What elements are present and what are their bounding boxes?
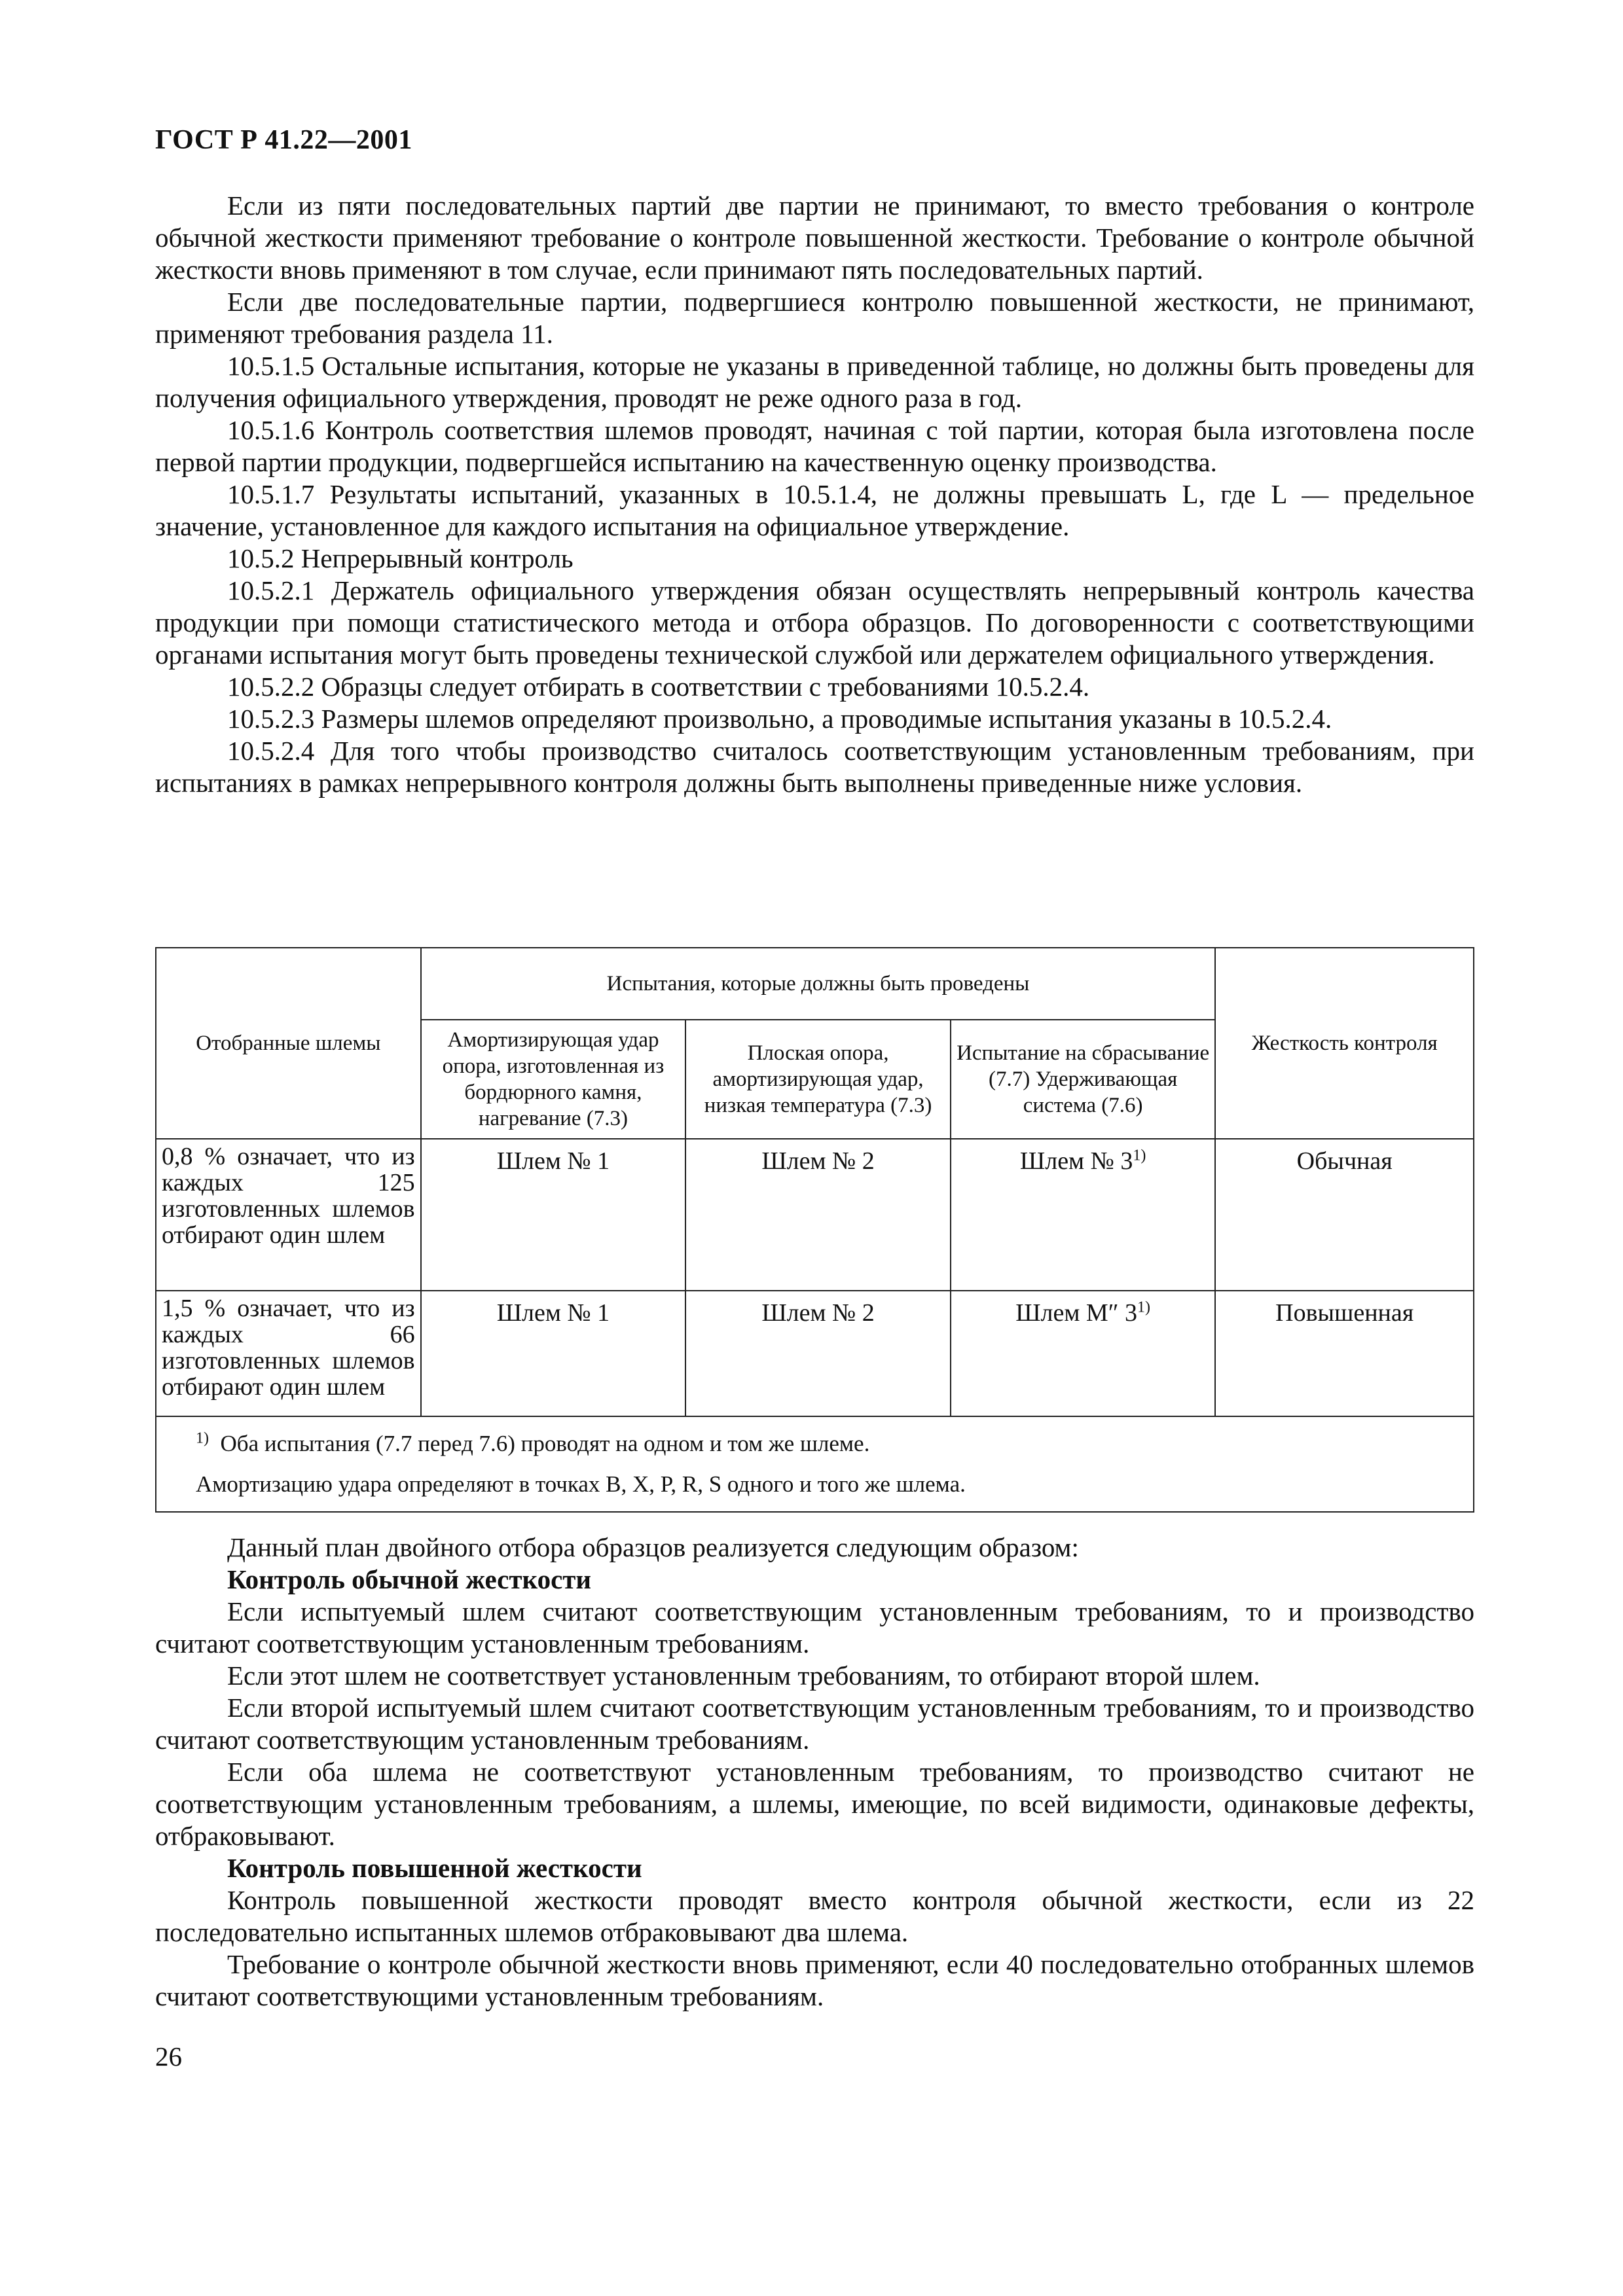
paragraph: Если две последовательные партии, подвергшиеся контролю повышенной жесткости, не принимают, применяют требования раздела 11. <box>155 287 1474 349</box>
paragraph: Требование о контроле обычной жесткости вновь применяют, если 40 последовательно отобранных шлемов считают соответствующими установленным требованиям. <box>155 1949 1474 2011</box>
col-header-test1: Амортизирующая удар опора, изготовленная из бордюрного камня, нагревание (7.3) <box>421 1020 686 1139</box>
test3-cell <box>951 1291 1216 1416</box>
subheading-normal-control: Контроль обычной жесткости <box>227 1564 592 1594</box>
condition-cell: 1,5 % означает, что из каждых 66 изготовленных шлемов отбирают один шлем <box>156 1291 421 1416</box>
paragraph: 10.5.1.6 Контроль соответствия шлемов проводят, начиная с той партии, которая была изготовлена после первой партии продукции, подвергшейся испытанию на качественную оценку производства. <box>155 415 1474 477</box>
col-header-selected: Отобранные шлемы <box>156 948 421 1139</box>
test3-cell <box>951 1139 1216 1291</box>
paragraph: 10.5.2.2 Образцы следует отбирать в соответствии с требованиями 10.5.2.4. <box>227 672 1090 702</box>
footnote-text: Оба испытания (7.7 перед 7.6) проводят на одном и том же шлеме. <box>220 1431 870 1456</box>
paragraph: Контроль повышенной жесткости проводят вместо контроля обычной жесткости, если из 22 последовательно испытанных шлемов отбраковывают два шлема. <box>155 1885 1474 1947</box>
table-row <box>156 1139 1474 1291</box>
test3-value: Шлем № 3 <box>1019 1147 1133 1175</box>
test3-value: Шлем М″ 3 <box>1015 1299 1138 1327</box>
paragraph: Если оба шлема не соответствуют установленным требованиям, то производство считают не соответствующим установленным требованиям, а шлемы, имеющие, по всей видимости, одинаковые дефекты, отбраковывают. <box>155 1757 1474 1851</box>
test2-cell: Шлем № 2 <box>685 1139 951 1291</box>
table-notes <box>156 1416 1474 1512</box>
paragraph: Если испытуемый шлем считают соответствующим установленным требованиям, то и производство считают соответствующим установленным требованиям. <box>155 1596 1474 1659</box>
paragraph: Если из пяти последовательных партий две партии не принимают, то вместо требования о контроле обычной жесткости применяют требование о контроле повышенной жесткости. Требование о контроле обычной жесткости вновь применяют в том случае, если принимают пять последовательных партий. <box>155 190 1474 285</box>
paragraph: 10.5.2.4 Для того чтобы производство считалось соответствующим установленным требованиям, при испытаниях в рамках непрерывного контроля должны быть выполнены приведенные ниже условия. <box>155 736 1474 798</box>
severity-cell: Повышенная <box>1215 1291 1474 1416</box>
table-note: Амортизацию удара определяют в точках B, X, P, R, S одного и того же шлема. <box>196 1471 966 1497</box>
top-text-block <box>155 190 1474 799</box>
paragraph: 10.5.2.1 Держатель официального утверждения обязан осуществлять непрерывный контроль качества продукции при помощи статистического метода и отбора образцов. По договоренности с соответствующими органами испытания могут быть проведены технической службой или держателем официального утверждения. <box>155 575 1474 670</box>
col-header-test2: Плоская опора, амортизирующая удар, низкая температура (7.3) <box>685 1020 951 1139</box>
footnote-line <box>196 1424 1434 1464</box>
footnote-mark: 1) <box>196 1429 209 1447</box>
test2-cell: Шлем № 2 <box>685 1291 951 1416</box>
bottom-text-block <box>155 1532 1474 2013</box>
paragraph: 10.5.2.3 Размеры шлемов определяют произвольно, а проводимые испытания указаны в 10.5.2.4. <box>227 704 1332 734</box>
paragraph: 10.5.1.5 Остальные испытания, которые не указаны в приведенной таблице, но должны быть проведены для получения официального утверждения, проводят не реже одного раза в год. <box>155 351 1474 413</box>
table-row <box>156 1291 1474 1416</box>
subheading-tightened-control: Контроль повышенной жесткости <box>227 1853 642 1883</box>
condition-cell: 0,8 % означает, что из каждых 125 изготовленных шлемов отбирают один шлем <box>156 1139 421 1291</box>
sampling-table <box>155 947 1474 1513</box>
col-header-test3: Испытание на сбрасывание (7.7) Удерживающая система (7.6) <box>951 1020 1216 1139</box>
paragraph: Данный план двойного отбора образцов реализуется следующим образом: <box>227 1532 1079 1562</box>
paragraph: Если этот шлем не соответствует установленным требованиям, то отбирают второй шлем. <box>227 1660 1260 1691</box>
col-group-header-tests: Испытания, которые должны быть проведены <box>421 948 1216 1020</box>
test1-cell: Шлем № 1 <box>421 1291 686 1416</box>
page-number: 26 <box>155 2041 182 2072</box>
paragraph: 10.5.1.7 Результаты испытаний, указанных в 10.5.1.4, не должны превышать L, где L — предельное значение, установленное для каждого испытания на официальное утверждение. <box>155 479 1474 541</box>
standard-code-header: ГОСТ Р 41.22—2001 <box>155 125 412 155</box>
paragraph: Если второй испытуемый шлем считают соответствующим установленным требованиям, то и производство считают соответствующим установленным требованиям. <box>155 1693 1474 1755</box>
col-header-severity: Жесткость контроля <box>1215 948 1474 1139</box>
section-heading: 10.5.2 Непрерывный контроль <box>227 543 574 573</box>
footnote-ref: 1) <box>1133 1147 1146 1164</box>
footnote-ref: 1) <box>1137 1299 1151 1316</box>
test1-cell: Шлем № 1 <box>421 1139 686 1291</box>
severity-cell: Обычная <box>1215 1139 1474 1291</box>
